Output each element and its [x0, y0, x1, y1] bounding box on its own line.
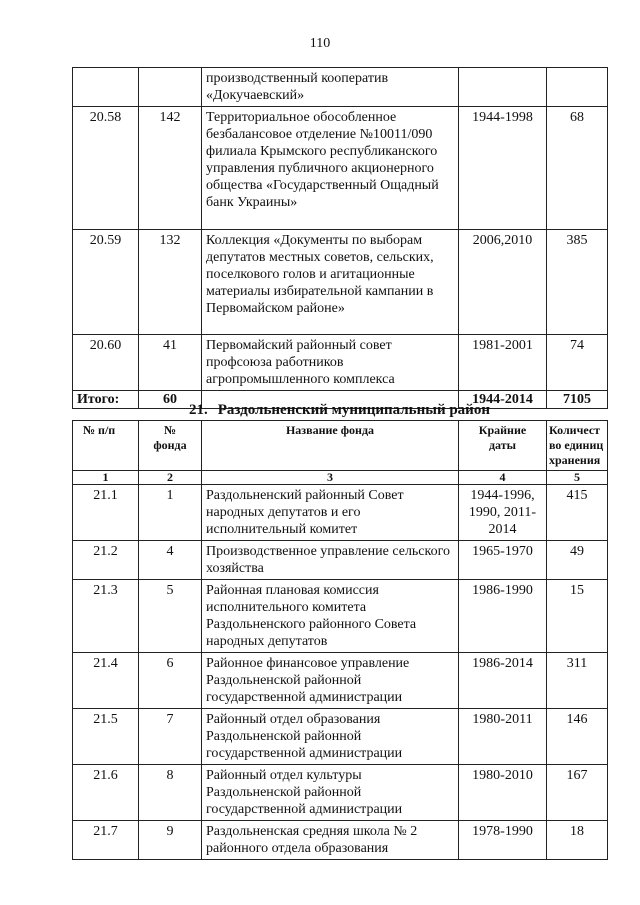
page-number: 110	[309, 36, 331, 51]
fond-name: Районный отдел образования Раздольненской районной государственной администрации	[202, 709, 459, 765]
date-range: 1980-2010	[459, 765, 547, 821]
fond-number: 132	[139, 230, 202, 335]
column-number: 3	[202, 471, 459, 485]
date-range: 1980-2011	[459, 709, 547, 765]
section-number: 21.	[189, 402, 208, 418]
storage-count: 385	[547, 230, 608, 335]
count-header-line1: Количест	[549, 423, 601, 437]
storage-count: 15	[547, 580, 608, 653]
row-number: 21.6	[73, 765, 139, 821]
dates-header-line2: даты	[488, 438, 517, 452]
date-range: 1944-1996, 1990, 2011-2014	[459, 485, 547, 541]
column-number: 2	[139, 471, 202, 485]
section-heading	[72, 402, 607, 419]
fond-name: Районный отдел культуры Раздольненской районной государственной администрации	[202, 765, 459, 821]
fond-number: 4	[139, 541, 202, 580]
fond-number: 5	[139, 580, 202, 653]
table-row	[73, 821, 608, 860]
table-header	[73, 421, 608, 485]
fond-name: Территориальное обособленное безбалансовое отделение №10011/090 филиала Крымского республиканского управления публичного акционерного общества «Государственный Ощадный банк Украины»	[202, 107, 459, 230]
column-header-number: № п/п	[73, 421, 139, 471]
storage-count: 49	[547, 541, 608, 580]
fond-number: 9	[139, 821, 202, 860]
fond-header-line2: фонда	[153, 438, 187, 452]
date-range: 1981-2001	[459, 335, 547, 391]
date-range: 1986-2014	[459, 653, 547, 709]
date-range	[459, 68, 547, 107]
fond-number: 7	[139, 709, 202, 765]
date-range: 1944-1998	[459, 107, 547, 230]
dates-header-line1: Крайние	[478, 423, 527, 437]
storage-count: 18	[547, 821, 608, 860]
row-number: 20.58	[73, 107, 139, 230]
fond-name: производственный кооператив «Докучаевский»	[202, 68, 459, 107]
row-number: 21.5	[73, 709, 139, 765]
fond-number: 142	[139, 107, 202, 230]
fond-name: Производственное управление сельского хозяйства	[202, 541, 459, 580]
date-range: 1965-1970	[459, 541, 547, 580]
table-row	[73, 709, 608, 765]
storage-count: 74	[547, 335, 608, 391]
table2-body	[73, 485, 608, 860]
fonds-table-continued	[72, 67, 608, 409]
column-header-name: Название фонда	[202, 421, 459, 471]
table-row	[73, 765, 608, 821]
fond-name: Раздольненский районный Совет народных депутатов и его исполнительный комитет	[202, 485, 459, 541]
fond-name: Коллекция «Документы по выборам депутатов местных советов, сельских, поселкового голов и агитационные материалы избирательной кампании в Первомайском районе»	[202, 230, 459, 335]
total-fond-count: 60	[139, 391, 202, 409]
count-header-line3: хранения	[549, 453, 601, 467]
storage-count: 311	[547, 653, 608, 709]
row-number: 21.7	[73, 821, 139, 860]
total-date-range: 1944-2014	[459, 391, 547, 409]
column-number: 4	[459, 471, 547, 485]
table-row	[73, 541, 608, 580]
table-row	[73, 107, 608, 230]
storage-count: 68	[547, 107, 608, 230]
date-range: 2006,2010	[459, 230, 547, 335]
fond-number: 1	[139, 485, 202, 541]
table-row	[73, 230, 608, 335]
fond-number: 6	[139, 653, 202, 709]
table-row	[73, 68, 608, 107]
fond-name: Районное финансовое управление Раздольненской районной государственной администрации	[202, 653, 459, 709]
fond-name: Районная плановая комиссия исполнительного комитета Раздольненского районного Совета народных депутатов	[202, 580, 459, 653]
column-number: 5	[547, 471, 608, 485]
total-storage-count: 7105	[547, 391, 608, 409]
row-number: 21.3	[73, 580, 139, 653]
row-number: 21.2	[73, 541, 139, 580]
storage-count: 167	[547, 765, 608, 821]
table-row	[73, 653, 608, 709]
table-row	[73, 485, 608, 541]
storage-count: 146	[547, 709, 608, 765]
total-label: Итого:	[73, 391, 139, 409]
column-number: 1	[73, 471, 139, 485]
column-header-dates	[459, 421, 547, 471]
row-number: 21.1	[73, 485, 139, 541]
column-number-row	[73, 471, 608, 485]
date-range: 1986-1990	[459, 580, 547, 653]
table-row	[73, 580, 608, 653]
fond-header-line1: №	[163, 423, 177, 437]
row-number: 20.60	[73, 335, 139, 391]
date-range: 1978-1990	[459, 821, 547, 860]
row-number: 20.59	[73, 230, 139, 335]
header-row	[73, 421, 608, 471]
count-header-line2: во единиц	[549, 438, 604, 452]
fond-name: Раздольненская средняя школа № 2 районного отдела образования	[202, 821, 459, 860]
fond-number: 41	[139, 335, 202, 391]
fond-number	[139, 68, 202, 107]
storage-count	[547, 68, 608, 107]
column-header-fond	[139, 421, 202, 471]
fond-number: 8	[139, 765, 202, 821]
fond-name: Первомайский районный совет профсоюза работников агропромышленного комплекса	[202, 335, 459, 391]
section-title: Раздольненский муниципальный район	[217, 402, 490, 418]
table-row	[73, 335, 608, 391]
row-number	[73, 68, 139, 107]
storage-count: 415	[547, 485, 608, 541]
row-number: 21.4	[73, 653, 139, 709]
column-header-count	[547, 421, 608, 471]
fonds-table	[72, 420, 608, 860]
table1-body	[73, 68, 608, 409]
